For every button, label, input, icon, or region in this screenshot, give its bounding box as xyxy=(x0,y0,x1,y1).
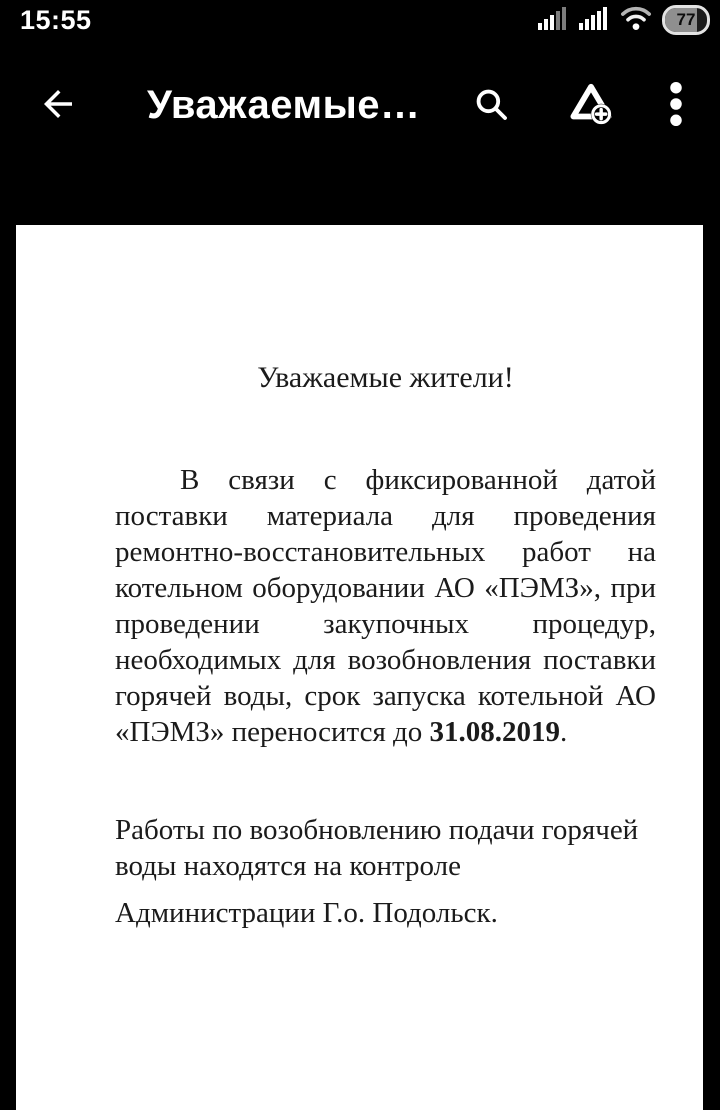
back-arrow-icon xyxy=(37,83,79,128)
add-to-drive-button[interactable] xyxy=(568,81,614,130)
closing-paragraph xyxy=(115,812,656,884)
overflow-menu-icon xyxy=(664,81,688,130)
clock: 15:55 xyxy=(20,5,92,35)
app-bar xyxy=(0,40,720,170)
document-viewer[interactable] xyxy=(0,170,720,1110)
search-icon xyxy=(470,83,512,128)
paragraph-line: ремонтно-восстановительных работ на xyxy=(115,536,656,568)
text-segment: . xyxy=(560,716,568,748)
status-bar xyxy=(0,0,720,40)
paragraph-line: проведении закупочных процедур, xyxy=(115,608,656,640)
paragraph-line: котельном оборудовании АО «ПЭМЗ», при xyxy=(115,572,656,604)
document-page[interactable] xyxy=(16,225,703,1110)
cellular-signal-sim2-icon xyxy=(578,5,610,36)
text-segment: «ПЭМЗ» переносится до xyxy=(115,716,430,748)
paragraph-line: В связи с фиксированной датой xyxy=(180,464,656,496)
search-button[interactable] xyxy=(470,83,512,128)
overflow-menu-button[interactable] xyxy=(664,81,688,130)
document-title-truncated: Уважаемые… xyxy=(147,82,421,127)
paragraph-line xyxy=(115,714,656,750)
wifi-icon xyxy=(619,4,653,37)
paragraph-line: Работы по возобновлению подачи горячей xyxy=(115,814,639,846)
bold-date-text: 31.08.2019 xyxy=(429,716,561,748)
battery-icon xyxy=(662,5,710,35)
battery-percent: 77 xyxy=(676,10,696,29)
back-button[interactable] xyxy=(37,83,79,128)
status-icons xyxy=(537,4,710,37)
paragraph-line: горячей воды, срок запуска котельной АО xyxy=(115,680,656,712)
cellular-signal-sim1-icon xyxy=(537,5,569,36)
paragraph-line: воды находятся на контроле xyxy=(115,850,461,882)
main-paragraph xyxy=(115,462,656,750)
paragraph-line: поставки материала для проведения xyxy=(115,500,656,532)
document-heading: Уважаемые жители! xyxy=(257,361,514,394)
paragraph-line: необходимых для возобновления поставки xyxy=(115,644,656,676)
signature-line: Администрации Г.о. Подольск. xyxy=(115,897,498,929)
add-to-drive-icon xyxy=(568,81,614,130)
